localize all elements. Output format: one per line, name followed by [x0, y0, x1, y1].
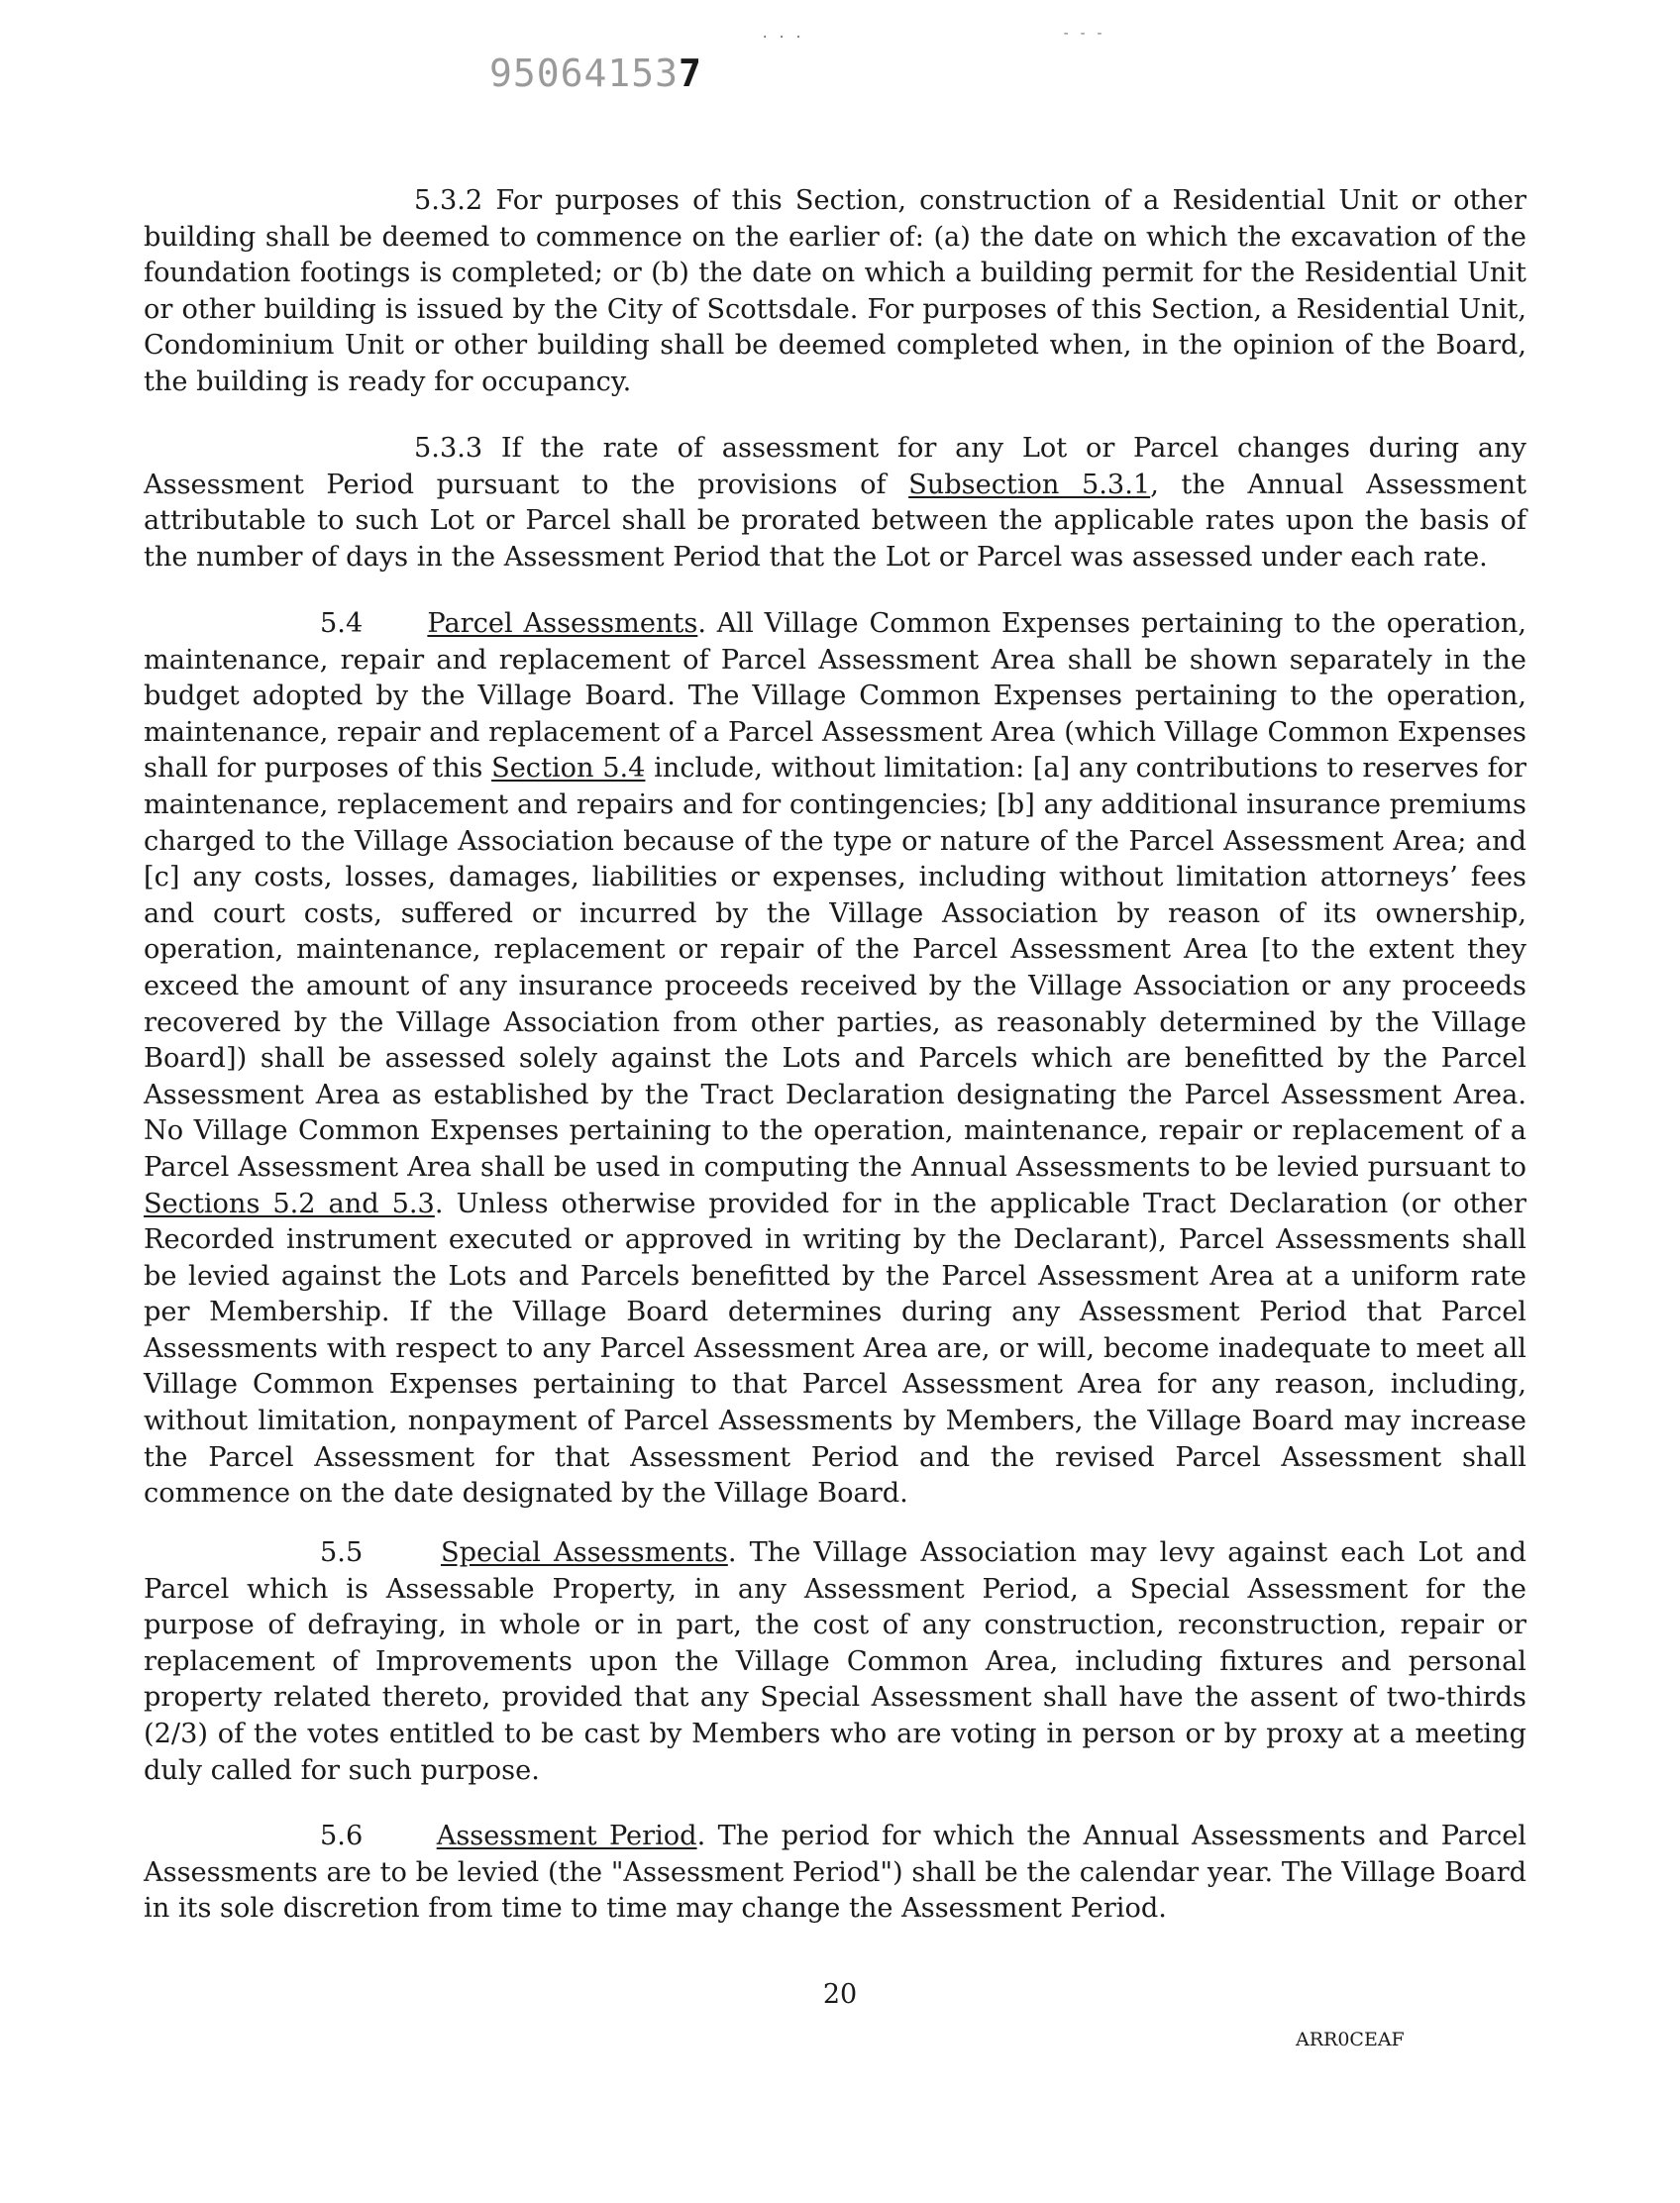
scan-specks-left: . . . [761, 26, 803, 42]
paragraph-5-3-3-text-after: , the Annual Assessment attributable to such Lot or Parcel shall be prorated between the applicable rates upon the basis of the number of days in the Assessment Period that the Lot or Parcel was assessed under each rate. [144, 469, 1527, 573]
paragraph-5-6-text: . The period for which the Annual Assessments and Parcel Assessments are to be levied (the "Assessment Period") shall be the calendar year. The Village Board in its sole discretion from time to time may change the Assessment Period. [144, 1821, 1527, 1925]
paragraph-5-6 [144, 1819, 1526, 1928]
paragraph-5-3-2 [144, 183, 1526, 401]
paragraph-5-4-text-3: . Unless otherwise provided for in the applicable Tract Declaration (or other Recorded instrument executed or approved in writing by the Declarant), Parcel Assessments shall be levied against the Lots and Parcels benefitted by the Parcel Assessment Area at a uniform rate per Membership. If the Village Board determines during any Assessment Period that Parcel Assessments with respect to any Parcel Assessment Area are, or will, become inadequate to meet all Village Common Expenses pertaining to that Parcel Assessment Area for any reason, including, without limitation, nonpayment of Parcel Assessments by Members, the Village Board may increase the Parcel Assessment for that Assessment Period and the revised Parcel Assessment shall commence on the date designated by the Village Board. [144, 1188, 1526, 1510]
reference-subsection-5-3-1: Subsection 5.3.1 [908, 469, 1151, 500]
section-number-5-6: 5.6 [320, 1821, 364, 1851]
heading-assessment-period: Assessment Period [436, 1821, 697, 1851]
document-code: ARR0CEAF [1296, 2029, 1405, 2050]
section-number-5-5: 5.5 [320, 1537, 364, 1568]
scan-specks-right: - - - [1062, 26, 1104, 42]
paragraph-5-3-3-text-before: 5.3.3 If the rate of assessment for any Lot or Parcel changes during any Assessment Period pursuant to the provisions of [144, 433, 1526, 500]
heading-special-assessments: Special Assessments [440, 1537, 728, 1568]
paragraph-5-3-2-text: 5.3.2 For purposes of this Section, construction of a Residential Unit or other building shall be deemed to commence on the earlier of: (a) the date on which the excavation of the foundation footings is completed; or (b) the date on which a building permit for the Residential Unit or other building is issued by the City of Scottsdale. For purposes of this Section, a Residential Unit, Condominium Unit or other building shall be deemed completed when, in the opinion of the Board, the building is ready for occupancy. [144, 185, 1526, 397]
paragraph-5-3-3 [144, 431, 1526, 576]
paragraph-5-5 [144, 1535, 1526, 1789]
stamp-number-prefix: 95064153 [489, 52, 680, 95]
paragraph-5-5-text: . The Village Association may levy against each Lot and Parcel which is Assessable Property, in any Assessment Period, a Special Assessment for the purpose of defraying, in whole or in part, the cost of any construction, reconstruction, repair or replacement of Improvements upon the Village Common Area, including fixtures and personal property related thereto, provided that any Special Assessment shall have the assent of two-thirds (2/3) of the votes entitled to be cast by Members who are voting in person or by proxy at a meeting duly called for such purpose. [144, 1537, 1526, 1786]
stamp-number-suffix: 7 [679, 52, 702, 95]
paragraph-5-4-text-1: . All Village Common Expenses pertaining to the operation, maintenance, repair and replacement of Parcel Assessment Area shall be shown separately in the budget adopted by the Village Board. The Village Common Expenses pertaining to the operation, maintenance, repair and replacement of a Parcel Assessment Area (which Village Common Expenses shall for purposes of this [144, 608, 1526, 785]
page-number: 20 [822, 1979, 858, 2010]
reference-sections-5-2-and-5-3: Sections 5.2 and 5.3 [144, 1188, 435, 1219]
recording-stamp-number [489, 52, 702, 95]
section-number-5-4: 5.4 [320, 608, 364, 639]
paragraph-5-4 [144, 606, 1526, 1513]
paragraph-5-4-text-2: include, without limitation: [a] any contributions to reserves for maintenance, replacement and repairs and for contingencies; [b] any additional insurance premiums charged to the Village Association because of the type or nature of the Parcel Assessment Area; and [c] any costs, losses, damages, liabilities or expenses, including without limitation attorneys’ fees and court costs, suffered or incurred by the Village Association by reason of its ownership, operation, maintenance, replacement or repair of the Parcel Assessment Area [to the extent they exceed the amount of any insurance proceeds received by the Village Association or any proceeds recovered by the Village Association from other parties, as reasonably determined by the Village Board]) shall be assessed solely against the Lots and Parcels which are benefitted by the Parcel Assessment Area as established by the Tract Declaration designating the Parcel Assessment Area. No Village Common Expenses pertaining to the operation, maintenance, repair or replacement of a Parcel Assessment Area shall be used in computing the Annual Assessments to be levied pursuant to [144, 753, 1527, 1183]
reference-section-5-4: Section 5.4 [491, 753, 646, 785]
heading-parcel-assessments: Parcel Assessments [427, 608, 698, 639]
